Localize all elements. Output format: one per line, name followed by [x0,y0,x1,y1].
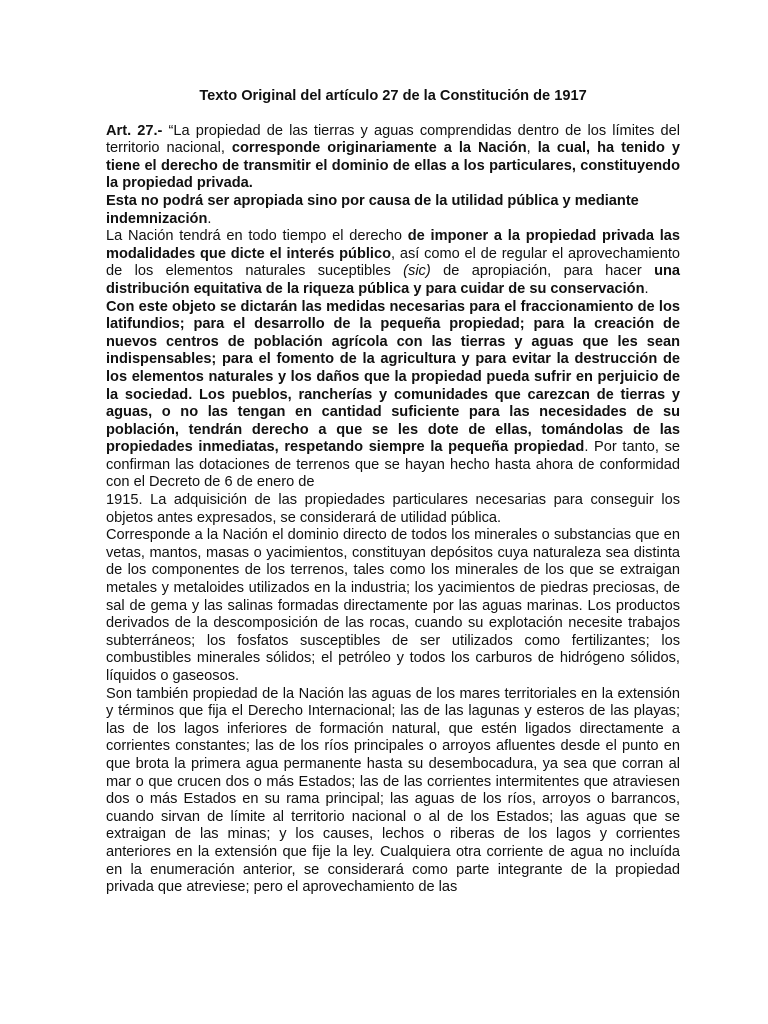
paragraph-text: . Por tanto, se confirman las dotaciones de terrenos que se hayan hecho hasta ahora de conformidad con el Decreto de 6 de enero de [106,439,680,491]
bold-text: Esta no podrá ser apropiada sino por causa de la utilidad pública y mediante indemnización [106,192,639,227]
paragraph-expropriation [106,193,680,228]
bold-text: Con este objeto se dictarán las medidas necesarias para el fraccionamiento de los latifundios; para el desarrollo de la pequeña propiedad; para la creación de nuevos centros de población agrícola con las tierras y aguas que les sean indispensables; para el fomento de la agricultura y para evitar la destrucción de los elementos naturales y los daños que la propiedad pueda sufrir en perjuicio de la sociedad. Los pueblos, rancherías y comunidades que carezcan de tierras y aguas, o no las tengan en cantidad suficiente para las necesidades de su población, tendrán derecho a que se les dote de ellas, tomándolas de las propiedades inmediatas, respetando siempre la pequeña propiedad [106,298,680,456]
paragraph-text: , [526,140,538,157]
paragraph-text: “La propiedad de las tierras y aguas comprendidas dentro de los límites del territorio nacional, [106,122,680,157]
article-label: Art. 27.- [106,122,163,139]
document-title: Texto Original del artículo 27 de la Constitución de 1917 [199,88,587,104]
bold-text: una distribución equitativa de la riqueza pública y para cuidar de su conservación [106,263,681,297]
paragraph-text: La Nación tendrá en todo tiempo el derecho [106,228,408,245]
paragraph-public-interest [106,228,680,298]
paragraph-text: . [644,280,649,297]
paragraph-text: de apropiación, para hacer [430,263,655,280]
paragraph-text: . [207,210,212,227]
paragraph-1915: 1915. La adquisición de las propiedades particulares necesarias para conseguir los objetos antes expresados, se considerará de utilidad pública. [106,492,680,526]
paragraph-latifundios [106,299,680,493]
paragraph-minerals: Corresponde a la Nación el dominio directo de todos los minerales o substancias que en vetas, mantos, masas o yacimientos, constituyan depósitos cuya naturaleza sea distinta de los componentes de los terrenos, tales como los minerales de los que se extraigan metales y metaloides utilizados en la industria; los yacimientos de piedras preciosas, de sal de gema y las salinas formadas directamente por las aguas marinas. Los productos derivados de la descomposición de las rocas, cuando su explotación necesite trabajos subterráneos; los fosfatos susceptibles de ser utilizados como fertilizantes; los combustibles minerales sólidos; el petróleo y todos los carburos de hidrógeno sólidos, líquidos o gaseosos. [106,527,680,684]
bold-text: corresponde originariamente a la Nación [231,140,527,157]
paragraph-waters: Son también propiedad de la Nación las aguas de los mares territoriales en la extensión y términos que fija el Derecho Internacional; las de las lagunas y esteros de las playas; las de los lagos inferiores de formación natural, que estén ligados directamente a corrientes constantes; las de los ríos principales o arroyos afluentes desde el punto en que brota la primera agua permanente hasta su desembocadura, ya sea que corran al mar o que crucen dos o más Estados; las de las corrientes intermitentes que atraviesen dos o más Estados en su rama principal; las aguas de los ríos, arroyos o barrancos, cuando sirvan de límite al territorio nacional o al de los Estados; las aguas que se extraigan de las minas; y los causes, lechos o riberas de los lagos y corrientes anteriores en la extensión que fije la ley. Cualquiera otra corriente de agua no incluída en la enumeración anterior, se considerará como parte integrante de la propiedad privada que atreviese; pero el aprovechamiento de las [106,685,680,896]
bold-text: la cual, ha tenido y tiene el derecho de transmitir el dominio de ellas a los particulares, constituyendo la propiedad privada. [106,140,680,192]
document-page [106,0,680,897]
paragraph-art-27 [106,123,680,193]
italic-text: (sic) [403,263,431,280]
bold-text: de imponer a la propiedad privada las modalidades que dicte el interés público [106,228,680,262]
paragraph-text: , así como el de regular el aprovechamiento de los elementos naturales suceptibles [106,245,680,280]
